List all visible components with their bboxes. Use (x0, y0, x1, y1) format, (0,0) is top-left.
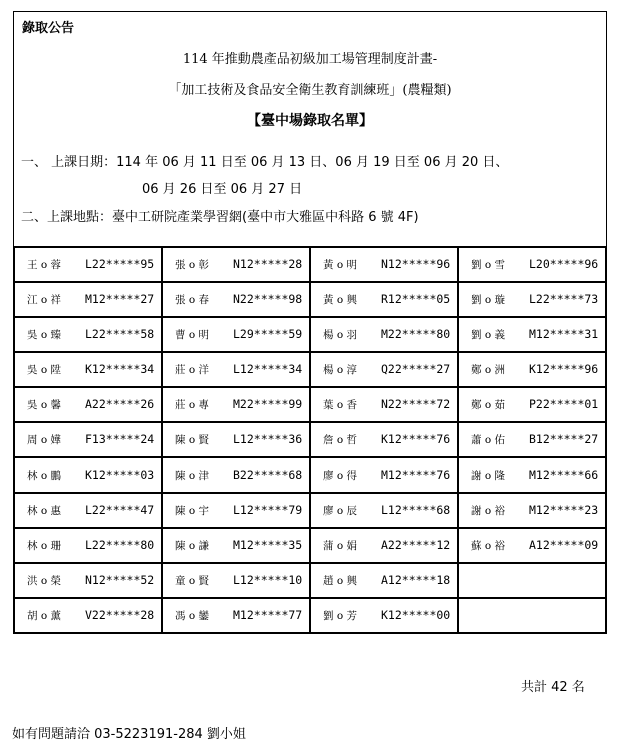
course-title: 「加工技術及食品安全衛生教育訓練班」(農糧類) (168, 83, 452, 98)
course-location: 二、上課地點：臺中工研院產業學習網(臺中市大雅區中科路 6 號 4F) (21, 210, 419, 225)
roster-cell (162, 387, 310, 422)
roster-cell (162, 422, 310, 457)
course-dates-continued: 06 月 26 日至 06 月 27 日 (142, 182, 303, 197)
trainee-name: 劉 o 芳 (323, 609, 357, 622)
roster-cell (162, 247, 310, 282)
trainee-id: L12*****68 (381, 502, 451, 517)
trainee-name: 謝 o 隆 (471, 469, 505, 482)
roster-cell (458, 422, 606, 457)
trainee-id: A22*****12 (381, 537, 451, 552)
trainee-id: M22*****99 (233, 397, 303, 412)
trainee-id: B22*****68 (233, 467, 303, 482)
trainee-id: K12*****03 (85, 467, 155, 482)
trainee-id: L12*****34 (233, 362, 303, 377)
trainee-name: 林 o 惠 (27, 504, 61, 517)
trainee-name: 楊 o 羽 (323, 329, 357, 342)
trainee-id: K12*****76 (381, 432, 451, 447)
trainee-id: L22*****95 (85, 257, 155, 272)
trainee-id: N22*****72 (381, 397, 451, 412)
trainee-id: L12*****36 (233, 432, 303, 447)
table-row (14, 352, 606, 387)
trainee-id: L12*****79 (233, 502, 303, 517)
roster-cell (14, 493, 162, 528)
trainee-name: 王 o 蓉 (27, 259, 61, 272)
roster-cell (310, 598, 458, 633)
table-row (14, 317, 606, 352)
contact-info: 如有問題請洽 03-5223191-284 劉小姐 (12, 727, 246, 742)
table-row (14, 457, 606, 492)
trainee-name: 陳 o 津 (175, 469, 209, 482)
table-row (14, 598, 606, 633)
table-row (14, 387, 606, 422)
trainee-id: N12*****52 (85, 572, 155, 587)
trainee-id: L20*****96 (529, 257, 599, 272)
trainee-id: L22*****58 (85, 327, 155, 342)
trainee-id: M22*****80 (381, 327, 451, 342)
course-dates: 一、 上課日期：114 年 06 月 11 日至 06 月 13 日、06 月 19 日至 06 月 20 日、 (21, 155, 509, 170)
trainee-name: 陳 o 宇 (175, 504, 209, 517)
trainee-name: 謝 o 裕 (471, 504, 505, 517)
trainee-id: K12*****34 (85, 362, 155, 377)
roster-cell (310, 528, 458, 563)
trainee-name: 蕭 o 佑 (471, 434, 505, 447)
trainee-name: 莊 o 專 (175, 399, 209, 412)
trainee-id: L29*****59 (233, 327, 303, 342)
trainee-id: N22*****98 (233, 292, 303, 307)
trainee-id: L22*****80 (85, 537, 155, 552)
notice-box (13, 11, 607, 247)
trainee-name: 廖 o 得 (323, 469, 357, 482)
list-heading: 【臺中場錄取名單】 (247, 113, 373, 129)
roster-cell (458, 352, 606, 387)
trainee-id: R12*****05 (381, 292, 451, 307)
roster-cell (14, 598, 162, 633)
total-count: 共計 42 名 (521, 680, 585, 695)
trainee-id: L12*****10 (233, 572, 303, 587)
roster-cell (458, 563, 606, 598)
table-row (14, 422, 606, 457)
roster-cell (310, 352, 458, 387)
roster-cell (14, 282, 162, 317)
trainee-id: B12*****27 (529, 432, 599, 447)
trainee-name: 吳 o 馨 (27, 399, 61, 412)
roster-cell (310, 422, 458, 457)
notice-label: 錄取公告 (22, 21, 75, 36)
trainee-name: 廖 o 辰 (323, 504, 357, 517)
program-title: 114 年推動農產品初級加工場管理制度計畫- (182, 52, 438, 67)
trainee-id: P22*****01 (529, 397, 599, 412)
trainee-id: L22*****47 (85, 502, 155, 517)
trainee-name: 洪 o 榮 (27, 574, 61, 587)
table-row (14, 528, 606, 563)
trainee-name: 陳 o 謙 (175, 539, 209, 552)
trainee-name: 黃 o 興 (323, 294, 357, 307)
roster-cell (458, 317, 606, 352)
roster-cell (458, 282, 606, 317)
trainee-name: 張 o 彰 (175, 259, 209, 272)
trainee-name: 蒲 o 娟 (323, 539, 357, 552)
trainee-id: L22*****73 (529, 292, 599, 307)
trainee-name: 周 o 嬅 (27, 434, 61, 447)
trainee-name: 張 o 春 (175, 294, 209, 307)
trainee-name: 詹 o 哲 (323, 434, 357, 447)
trainee-id: M12*****31 (529, 327, 599, 342)
roster-cell (310, 282, 458, 317)
trainee-name: 劉 o 義 (471, 329, 505, 342)
trainee-name: 馮 o 鑾 (175, 609, 209, 622)
roster-cell (458, 598, 606, 633)
roster-cell (14, 247, 162, 282)
trainee-id: A12*****18 (381, 572, 451, 587)
trainee-id: N12*****96 (381, 257, 451, 272)
trainee-name: 鄭 o 茹 (471, 399, 505, 412)
roster-cell (14, 352, 162, 387)
trainee-name: 蘇 o 裕 (471, 539, 505, 552)
roster-cell (310, 493, 458, 528)
roster-cell (310, 317, 458, 352)
roster-cell (162, 457, 310, 492)
trainee-id: M12*****77 (233, 607, 303, 622)
roster-cell (14, 457, 162, 492)
trainee-name: 黃 o 明 (323, 259, 357, 272)
roster-cell (162, 493, 310, 528)
trainee-name: 劉 o 璇 (471, 294, 505, 307)
roster-cell (310, 457, 458, 492)
roster-cell (162, 528, 310, 563)
roster-cell (310, 387, 458, 422)
trainee-name: 劉 o 雪 (471, 259, 505, 272)
trainee-id: Q22*****27 (381, 362, 451, 377)
roster-cell (162, 352, 310, 387)
roster-cell (14, 528, 162, 563)
trainee-name: 吳 o 陞 (27, 364, 61, 377)
trainee-id: V22*****28 (85, 607, 155, 622)
trainee-name: 童 o 賢 (175, 574, 209, 587)
roster-cell (162, 563, 310, 598)
trainee-id: M12*****35 (233, 537, 303, 552)
trainee-id: M12*****23 (529, 502, 599, 517)
roster-cell (14, 422, 162, 457)
table-row (14, 563, 606, 598)
table-row (14, 247, 606, 282)
trainee-name: 胡 o 薰 (27, 609, 61, 622)
trainee-id: A22*****26 (85, 397, 155, 412)
roster-cell (14, 317, 162, 352)
admission-roster-table (13, 246, 607, 634)
trainee-name: 林 o 鵬 (27, 469, 61, 482)
trainee-id: M12*****76 (381, 467, 451, 482)
trainee-id: K12*****00 (381, 607, 451, 622)
table-row (14, 282, 606, 317)
trainee-id: N12*****28 (233, 257, 303, 272)
trainee-id: F13*****24 (85, 432, 155, 447)
roster-cell (14, 387, 162, 422)
trainee-id: M12*****27 (85, 292, 155, 307)
trainee-name: 葉 o 香 (323, 399, 357, 412)
roster-cell (14, 563, 162, 598)
trainee-id: K12*****96 (529, 362, 599, 377)
roster-cell (458, 528, 606, 563)
roster-cell (162, 317, 310, 352)
trainee-name: 趙 o 興 (323, 574, 357, 587)
trainee-name: 楊 o 淳 (323, 364, 357, 377)
roster-cell (162, 598, 310, 633)
trainee-name: 陳 o 賢 (175, 434, 209, 447)
trainee-name: 江 o 祥 (27, 294, 61, 307)
trainee-id: A12*****09 (529, 537, 599, 552)
roster-cell (458, 493, 606, 528)
trainee-name: 莊 o 洋 (175, 364, 209, 377)
roster-cell (162, 282, 310, 317)
trainee-name: 曹 o 明 (175, 329, 209, 342)
trainee-name: 鄭 o 洲 (471, 364, 505, 377)
table-row (14, 493, 606, 528)
roster-cell (310, 563, 458, 598)
roster-cell (310, 247, 458, 282)
trainee-id: M12*****66 (529, 467, 599, 482)
trainee-name: 吳 o 臻 (27, 329, 61, 342)
roster-cell (458, 387, 606, 422)
roster-cell (458, 457, 606, 492)
trainee-name: 林 o 珊 (27, 539, 61, 552)
roster-cell (458, 247, 606, 282)
